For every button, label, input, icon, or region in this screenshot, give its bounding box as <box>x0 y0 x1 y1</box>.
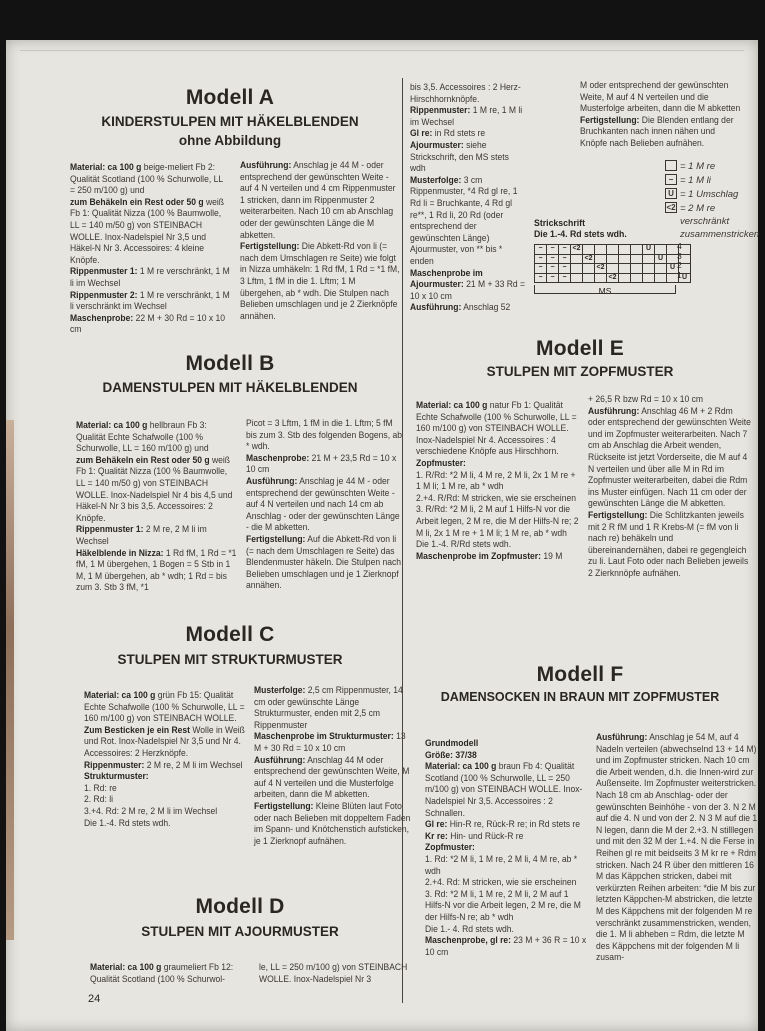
knit-cell <box>607 254 619 264</box>
paragraph <box>84 771 248 783</box>
k2tog-square-icon: <2 <box>666 203 676 212</box>
page-edge-photo-strip <box>6 420 14 940</box>
knitting-chart-heading <box>534 218 627 240</box>
paragraph: Ausführung: Anschlag je 44 M - oder entsprechend der gewünschten Weite - auf 4 N verteilen und nach 14 cm ab Anschlag - oder der gewünschten Länge - die M abketten. <box>246 475 400 533</box>
paragraph: Maschenprobe im Zopfmuster: 19 M <box>416 550 563 561</box>
paragraph-label: Maschenprobe, gl re: <box>425 935 512 946</box>
paragraph <box>416 458 580 470</box>
modell-f-title: Modell F <box>536 663 624 686</box>
purl-cell: − <box>559 273 571 283</box>
paragraph: bis 3,5. Accessoires : 2 Herz-Hirschhornknöpfe. <box>410 82 521 104</box>
paragraph: Maschenprobe im Ajourmuster: 21 M + 33 Rd = 10 x 10 cm <box>410 267 526 301</box>
paragraph: Ausführung: Anschlag 46 M + 2 Rdm oder entsprechend der gewünschten Weite und im Zopfmuster weiterarbeiten. Nach 7 cm ab Anschlag die Arbeit wenden, Rückseite ist jetzt Vorderseite, die M auf 4 N verteilen und über alle M in Rd im Zopfmuster weiterarbeiten, dabei die Rdm ins Muster einfügen. Nach 11 cm oder der gewünschten Länge die M abketten. <box>588 405 751 509</box>
paragraph: Material: ca 100 g natur Fb 1: Qualität Echte Schafwolle (100 % Schurwolle, LL = 160 m/100 g) von STEINBACH WOLLE. Inox-Nadelspiel Nr 4. Accessoires : 4 verschiedene Knöpfe aus Hirschhorn. <box>416 400 577 457</box>
knit-cell <box>595 245 607 255</box>
modell-e-col2 <box>588 394 752 580</box>
modell-a-subtitle: KINDERSTULPEN MIT HÄKELBLENDEN <box>101 114 359 129</box>
modell-c-title: Modell C <box>185 623 275 646</box>
modell-a-col2 <box>240 160 400 322</box>
paragraph-label: Musterfolge: <box>410 174 462 185</box>
purl-cell: − <box>559 254 571 264</box>
paragraph: Maschenprobe: 21 M + 23,5 Rd = 10 x 10 cm <box>246 452 397 475</box>
paragraph: Die 1.-4. R/Rd stets wdh. <box>416 539 512 550</box>
knit-cell <box>583 245 595 255</box>
knit-cell <box>655 245 667 255</box>
paragraph: zum Behäkeln ein Rest oder 50 g weiß Fb 1: Qualität Nizza (100 % Baumwolle, LL = 140 m/50 g) von STEINBACH WOLLE. Inox-Nadelspiel Nr 4 bis 4,5 und Häkel-N Nr 3 bis 3,5. Accessoires: 2 Knöpfe. <box>76 454 233 523</box>
purl-cell: − <box>547 273 559 283</box>
modell-c-col2 <box>254 685 412 847</box>
knit-cell <box>655 264 667 274</box>
paragraph-label: Strukturmuster: <box>84 771 149 782</box>
paragraph: Rippenmuster 1: 2 M re, 2 M li im Wechsel <box>76 524 207 546</box>
page-number: 24 <box>88 993 101 1005</box>
dash-square-icon: − <box>665 174 677 185</box>
paragraph-label: Maschenprobe im Strukturmuster: <box>254 731 394 742</box>
knit-cell <box>607 264 619 274</box>
modell-e-col1 <box>416 400 580 562</box>
modell-f-col1 <box>425 738 589 958</box>
paragraph: Fertigstellung: Auf die Abkett-Rd von li (= nach dem Umschlagen re Seite) das Blendenmuster häkeln. Die Stulpen nach Belieben umschlagen und je 1 Zierknopf annähen. <box>246 533 402 591</box>
paragraph: Fertigstellung: Kleine Blüten laut Foto oder nach Belieben mit doppeltem Faden im Spann- und Knötchenstich aufsticken, je 1 Zierknopf aufnähen. <box>254 800 411 846</box>
chart-row <box>535 264 691 274</box>
paragraph: 2.+4. Rd: M stricken, wie sie erscheinen <box>425 877 577 888</box>
paragraph-label: Gl re: <box>425 819 448 830</box>
paragraph-label: Material: ca 100 g <box>425 761 497 772</box>
chart-legend <box>665 160 760 242</box>
modell-e-title: Modell E <box>536 337 624 360</box>
paragraph: Picot = 3 Lftm, 1 fM in die 1. Lftm; 5 fM bis zum 3. Stb des folgenden Bogens, ab * wdh. <box>246 418 402 452</box>
yarn-over-cell: U <box>679 273 691 283</box>
modell-d-col1 <box>90 962 245 985</box>
purl-cell: − <box>535 264 547 274</box>
paragraph-label: Ausführung: <box>410 302 462 313</box>
paragraph-label: Material: ca 100 g <box>416 400 488 410</box>
paragraph: le, LL = 250 m/100 g) von STEINBACH WOLLE. Inox-Nadelspiel Nr 3 <box>259 962 408 984</box>
yarn-over-cell: U <box>667 264 679 274</box>
paragraph: M oder entsprechend der gewünschten Weite, M auf 4 N verteilen und die Musterfolge arbeiten, dann die M abketten <box>580 80 741 114</box>
paragraph: Fertigstellung: Die Schlitzkanten jeweils mit 2 R fM und 1 R Krebs-M (= fM von li nach re) behäkeln und übereinandernähen, dabei re gegengleich zu li. Laut Foto oder nach Belieben jeweils 2 Zierknnöpfe aufnähen. <box>588 509 749 578</box>
knit-cell <box>631 264 643 274</box>
chart-row <box>535 254 691 264</box>
paragraph-label: Ajourmuster: <box>410 139 464 150</box>
paragraph: Maschenprobe im Strukturmuster: 13 M + 30 Rd = 10 x 10 cm <box>254 731 406 753</box>
paragraph: zum Behäkeln ein Rest oder 50 g weiß Fb 1: Qualität Nizza (100 % Baumwolle, LL = 140 m/50 g) von STEINBACH WOLLE. Inox-Nadelspiel Nr 3,5 und Häkel-N Nr 3. Accessoires: 4 kleine Knöpfe. <box>70 196 225 265</box>
paragraph: Ausführung: Anschlag je 54 M, auf 4 Nadeln verteilen (abwechselnd 13 + 14 M) und im Zopfmuster stricken. Nach 10 cm die Arbeit wenden, d.h. die Innen-wird zur Außenseite. Im Zopfmuster weiterstricken. Nach 18 cm ab Anschlag- oder der gewünschten Beinhöhe - von der 3. N 2 M auf die 4. N und von der 2. N 3 M auf die 1. N legen, dann die M der 2.+3. N stilllegen und mit den 32 M der 1.+4. N die Ferse in Reihen gl re mit beidseits 3 M kr re + Rdm stricken. Nach 24 R über den mittleren 16 M das Käppchen stricken, dabei mit verkürzten Reihen arbeiten: *die M bis zur letzten Käppchen-M abstricken, die letzte M des Käppchens mit der folgenden M re verschränkt zusammenstricken, wenden, die 1. M li abheben = Rdm, die letzte M des Käppchens mit der folgenden M li zusam- <box>596 732 760 963</box>
knit-cell <box>571 273 583 283</box>
purl-cell: − <box>559 245 571 255</box>
k2tog-cell: <2 <box>595 264 607 274</box>
legend-item: <2 = 2 M re verschränkt zusammenstricken <box>666 203 760 240</box>
purl-cell: − <box>535 254 547 264</box>
paragraph: 1. Rd: *2 M li, 1 M re, 2 M li, 4 M re, ab * wdh <box>425 853 578 876</box>
paragraph: Kr re: Hin- und Rück-R re <box>425 830 524 841</box>
paragraph-label: Maschenprobe: <box>70 312 134 323</box>
modell-d-col4 <box>580 80 741 150</box>
paragraph-label: Material: ca 100 g <box>84 690 156 700</box>
purl-cell: − <box>535 273 547 283</box>
paragraph-label: Zopfmuster: <box>425 842 475 853</box>
purl-cell: − <box>559 264 571 274</box>
modell-b-title: Modell B <box>185 352 275 375</box>
modell-d-subtitle: STULPEN MIT AJOURMUSTER <box>141 924 339 939</box>
paragraph: Zum Besticken je ein Rest Wolle in Weiß und Rot. Inox-Nadelspiel Nr 3,5 und Nr 4. Accessoires: 2 Herzknöpfe. <box>84 724 245 758</box>
paragraph-label: Material: ca 100 g <box>90 962 162 972</box>
modell-f-col2 <box>596 732 760 964</box>
paragraph: Rippenmuster: 1 M re, 1 M li im Wechsel <box>410 105 523 127</box>
paragraph: 1. R/Rd: *2 M li, 4 M re, 2 M li, 2x 1 M re + 1 M li; 1 M re, ab * wdh <box>416 469 576 492</box>
purl-cell: − <box>547 245 559 255</box>
knit-cell <box>571 264 583 274</box>
paragraph: Die 1.-4. Rd stets wdh. <box>84 817 171 828</box>
knit-cell <box>643 273 655 283</box>
paragraph-label: Material: ca 100 g <box>70 162 142 172</box>
paragraph-label: Maschenprobe im Zopfmuster: <box>416 550 541 561</box>
paragraph-label: Ausführung: <box>596 732 648 742</box>
paragraph: Rippenmuster 2: 1 M re verschränkt, 1 M li verschränkt im Wechsel <box>70 289 230 312</box>
paragraph: 3. R/Rd: *2 M li, 2 M auf 1 Hilfs-N vor die Arbeit legen, 2 M re, die M der Hilfs-N re; 2 M li, 2x 1 M re + 1 M li; 1 M re, ab * wdh <box>416 504 579 538</box>
paragraph: Material: ca 100 g graumeliert Fb 12: Qualität Scotland (100 % Schurwol- <box>90 962 234 984</box>
knit-cell <box>619 273 631 283</box>
paragraph: Material: ca 100 g hellbraun Fb 3: Qualität Echte Schafwolle (100 % Schurwolle, LL = 160 m/100 g) und <box>76 420 209 454</box>
modell-d-col3 <box>410 82 526 314</box>
paragraph-label: Fertigstellung: <box>246 533 306 544</box>
paragraph: Maschenprobe, gl re: 23 M + 36 R = 10 x 10 cm <box>425 935 587 957</box>
purl-cell: − <box>547 264 559 274</box>
k2tog-cell: <2 <box>583 254 595 264</box>
paragraph: Gl re: in Rd stets re <box>410 128 486 139</box>
u-square-icon: U <box>665 188 677 199</box>
paragraph-label: Maschenprobe im Ajourmuster: <box>410 267 483 290</box>
paragraph: Musterfolge: 2,5 cm Rippenmuster, 14 cm oder gewünschte Länge Strukturmuster, enden mit 2,5 cm Rippenmuster <box>254 685 403 730</box>
modell-d-title: Modell D <box>195 895 285 918</box>
paragraph-label: Fertigstellung: <box>580 114 640 125</box>
paragraph <box>425 738 589 750</box>
knitting-chart-title: Strickschrift <box>534 218 586 229</box>
paragraph: Fertigstellung: Die Abkett-Rd von li (= nach dem Umschlagen re Seite) wie folgt in Nizza umhäkeln: 1 Rd fM, 1 Rd = *1 fM, 3 Lftm, 1 fM in die 1. Lftm; 1 M übergehen, ab * wdh. Die Stulpen nach Belieben umschlagen und je 2 Zierknöpfe annähen. <box>240 241 400 321</box>
paragraph-label: Grundmodell <box>425 738 479 748</box>
pattern-repeat-bracket: MS <box>534 285 676 294</box>
modell-b-col1 <box>76 420 238 594</box>
modell-b-subtitle: DAMENSTULPEN MIT HÄKELBLENDEN <box>102 380 358 395</box>
paragraph-label: zum Behäkeln ein Rest oder 50 g <box>70 196 204 207</box>
paragraph-label: Ausführung: <box>246 475 298 486</box>
modell-f-subtitle: DAMENSOCKEN IN BRAUN MIT ZOPFMUSTER <box>440 690 720 704</box>
paragraph-label: Rippenmuster 1: <box>70 266 138 277</box>
paragraph: Material: ca 100 g beige-meliert Fb 2: Qualität Scotland (100 % Schurwolle, LL = 250 m/100 g) und <box>70 162 223 196</box>
paragraph-label: Rippenmuster 2: <box>70 289 138 300</box>
paragraph-label: Fertigstellung: <box>588 509 648 520</box>
modell-c-subtitle: STULPEN MIT STRUKTURMUSTER <box>117 652 343 667</box>
modell-a-subtitle2: ohne Abbildung <box>178 133 282 148</box>
paragraph-label: Material: ca 100 g <box>76 420 148 430</box>
knit-cell <box>571 254 583 264</box>
paragraph: Ausführung: Anschlag 44 M oder entsprechend der gewünschten Weite, M auf 4 N verteilen und die Musterfolge arbeiten, dann die M abketten. <box>254 754 410 800</box>
knit-cell <box>655 273 667 283</box>
paragraph: 3. Rd: *2 M li, 1 M re, 2 M li, 2 M auf 1 Hilfs-N vor die Arbeit legen, 2 M re, die M der Hilfs-N re; ab * wdh <box>425 888 581 922</box>
paragraph-label: Fertigstellung: <box>240 241 300 252</box>
knit-cell <box>607 245 619 255</box>
chart-row <box>535 273 691 283</box>
paragraph: Fertigstellung: Die Blenden entlang der Bruchkanten nach innen nähen und Knöpfe nach Belieben aufnähen. <box>580 114 734 148</box>
paragraph: Musterfolge: 3 cm Rippenmuster, *4 Rd gl re, 1 Rd li = Bruchkante, 4 Rd gl re**, 1 Rd li, 20 Rd (oder entsprechend der gewünschten Länge) Ajourmuster, von ** bis * enden <box>410 174 518 266</box>
paragraph: + 26,5 R bzw Rd = 10 x 10 cm <box>588 394 704 404</box>
knitting-chart-grid <box>534 241 691 283</box>
paragraph-label: zum Behäkeln ein Rest oder 50 g <box>76 454 210 465</box>
modell-c-col1 <box>84 690 248 829</box>
paragraph-label: Rippenmuster 1: <box>76 524 144 535</box>
modell-b-col2 <box>246 418 404 592</box>
paragraph-label: Größe: 37/38 <box>425 749 477 760</box>
purl-cell: − <box>535 245 547 255</box>
knit-cell <box>643 254 655 264</box>
knit-cell <box>619 245 631 255</box>
paragraph-label: Zopfmuster: <box>416 457 466 468</box>
chart-row <box>535 245 691 255</box>
paragraph-label: Ausführung: <box>240 160 292 170</box>
knit-cell <box>631 273 643 283</box>
paragraph-label: Kr re: <box>425 830 448 841</box>
modell-e-subtitle: STULPEN MIT ZOPFMUSTER <box>486 364 674 379</box>
paragraph: Die 1.- 4. Rd stets wdh. <box>425 923 514 934</box>
paragraph-label: Zum Besticken je ein Rest <box>84 724 191 735</box>
paragraph: Ausführung: Anschlag 52 <box>410 302 511 313</box>
paragraph: Maschenprobe: 22 M + 30 Rd = 10 x 10 cm <box>70 312 225 335</box>
knit-cell <box>619 254 631 264</box>
knit-cell <box>595 273 607 283</box>
legend-item: − = 1 M li <box>665 174 738 187</box>
paragraph <box>425 842 589 854</box>
modell-d-col2 <box>259 962 412 985</box>
knit-cell <box>583 273 595 283</box>
paragraph: Häkelblende in Nizza: 1 Rd fM, 1 Rd = *1 fM, 1 M übergehen, 1 Bogen = 5 Stb in 1 M, 1 M übergehen, ab * wdh; 1 Rd = bis zum 3. Stb 3 fM, *1 <box>76 547 237 593</box>
knit-cell <box>595 254 607 264</box>
paragraph: Rippenmuster: 2 M re, 2 M li im Wechsel <box>84 759 243 770</box>
paragraph: 3.+4. Rd: 2 M re, 2 M li im Wechsel <box>84 805 218 816</box>
paragraph: 2.+4. R/Rd: M stricken, wie sie erscheinen <box>416 492 576 503</box>
paragraph-label: Maschenprobe: <box>246 452 310 463</box>
chart-row-labels: 4 3 2 1 <box>677 241 682 280</box>
knit-cell <box>631 254 643 264</box>
paragraph-label: Fertigstellung: <box>254 800 314 811</box>
yarn-over-cell: U <box>655 254 667 264</box>
k2tog-cell: <2 <box>607 273 619 283</box>
modell-a-title: Modell A <box>185 86 275 109</box>
paragraph-label: Häkelblende in Nizza: <box>76 547 164 558</box>
paragraph: Rippenmuster 1: 1 M re verschränkt, 1 M li im Wechsel <box>70 266 230 288</box>
paragraph: Material: ca 100 g grün Fb 15: Qualität Echte Schafwolle (100 % Schurwolle, LL = 160 m/100 g) von STEINBACH WOLLE. <box>84 690 245 724</box>
legend-item: U = 1 Umschlag <box>665 188 738 201</box>
k2tog-cell: <2 <box>571 245 583 255</box>
paragraph-label: Rippenmuster: <box>84 759 145 770</box>
paragraph-label: Gl re: <box>410 128 433 139</box>
paragraph-label: Rippenmuster: <box>410 105 471 116</box>
paragraph: 1. Rd: re <box>84 782 117 793</box>
knitting-chart-subtitle: Die 1.-4. Rd stets wdh. <box>534 229 627 240</box>
paragraph-label: Musterfolge: <box>254 685 306 695</box>
paragraph: Ausführung: Anschlag je 44 M - oder entsprechend der gewünschten Weite - auf 4 N verteilen und 4 cm Rippenmuster 1 stricken, dann im Rippenmuster 2 weiterarbeiten. Nach 10 cm ab Anschlag oder der gewünschten Länge die M abketten. <box>240 160 396 240</box>
paragraph-label: Ausführung: <box>588 405 640 416</box>
paragraph: 2. Rd: li <box>84 794 114 805</box>
empty-square-icon <box>665 160 677 171</box>
knit-cell <box>643 264 655 274</box>
purl-cell: − <box>547 254 559 264</box>
yarn-over-cell: U <box>643 245 655 255</box>
paragraph: Material: ca 100 g braun Fb 4: Qualität Scotland (100 % Schurwolle, LL = 250 m/100 g) von STEINBACH WOLLE. Inox-Nadelspiel Nr 3,5. Accessoires : 2 Schnallen. <box>425 761 583 818</box>
paragraph <box>425 750 589 762</box>
knit-cell <box>583 264 595 274</box>
knit-cell <box>631 245 643 255</box>
paragraph: Ajourmuster: siehe Strickschrift, den MS stets wdh <box>410 139 509 174</box>
paragraph-label: Ausführung: <box>254 754 306 765</box>
knit-cell <box>619 264 631 274</box>
modell-a-col1 <box>70 162 230 336</box>
legend-item: = 1 M re <box>665 160 738 173</box>
paragraph: Gl re: Hin-R re, Rück-R re; in Rd stets re <box>425 819 580 830</box>
